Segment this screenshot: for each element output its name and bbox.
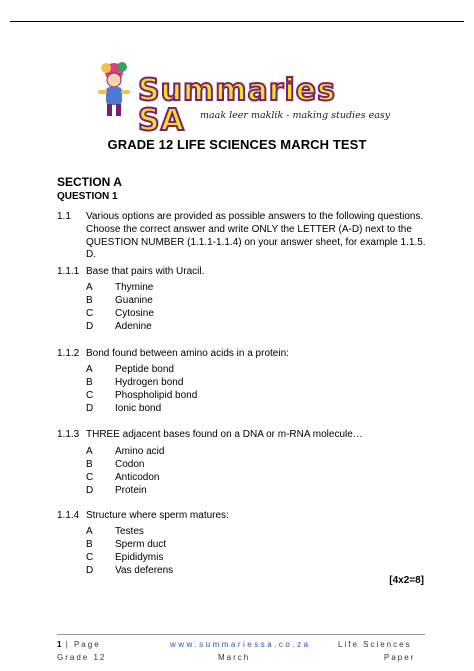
option-text: Guanine bbox=[115, 295, 153, 306]
option-text: Vas deferens bbox=[115, 565, 174, 576]
question-number: 1.1.4 bbox=[57, 510, 80, 521]
option-letter: D bbox=[86, 403, 94, 414]
question-stem: Base that pairs with Uracil. bbox=[86, 266, 205, 277]
option-text: Hydrogen bond bbox=[115, 377, 184, 388]
option-letter: C bbox=[86, 390, 94, 401]
option-letter: D bbox=[86, 565, 94, 576]
page-number: 1 bbox=[57, 640, 62, 649]
option-letter: B bbox=[86, 539, 93, 550]
question-stem: Structure where sperm matures: bbox=[86, 510, 229, 521]
option-letter: B bbox=[86, 459, 93, 470]
option-letter: A bbox=[86, 526, 93, 537]
option-text: Amino acid bbox=[115, 446, 165, 457]
intro-line-2: Choose the correct answer and write ONLY the LETTER (A-D) next to the bbox=[86, 224, 412, 235]
question-number: 1.1.3 bbox=[57, 429, 80, 440]
footer-grade: Grade 12 bbox=[57, 653, 107, 662]
option-letter: C bbox=[86, 308, 94, 319]
brand-wordmark: Summaries SA bbox=[138, 73, 337, 138]
option-text: Phospholipid bond bbox=[115, 390, 198, 401]
question-stem: Bond found between amino acids in a protein: bbox=[86, 348, 289, 359]
mascot-icon bbox=[92, 60, 142, 120]
footer-subject: Life Sciences bbox=[338, 640, 412, 649]
option-letter: C bbox=[86, 552, 94, 563]
option-text: Anticodon bbox=[115, 472, 160, 483]
option-text: Peptide bond bbox=[115, 364, 174, 375]
question-number: 1.1.2 bbox=[57, 348, 80, 359]
intro-line-3: QUESTION NUMBER (1.1.1-1.1.4) on your answer sheet, for example 1.1.5. D. bbox=[86, 237, 426, 260]
option-letter: B bbox=[86, 377, 93, 388]
footer-paper: Paper bbox=[384, 653, 416, 662]
top-rule bbox=[10, 21, 464, 22]
footer-rule bbox=[57, 634, 425, 635]
website-link[interactable]: www.summariessa.co.za bbox=[170, 640, 311, 649]
option-letter: A bbox=[86, 364, 93, 375]
question-stem: THREE adjacent bases found on a DNA or m-RNA molecule… bbox=[86, 429, 363, 440]
page-title: GRADE 12 LIFE SCIENCES MARCH TEST bbox=[107, 137, 367, 152]
brand-tagline: maak leer maklik - making studies easy bbox=[200, 110, 391, 121]
page-label: | Page bbox=[65, 640, 101, 649]
option-letter: C bbox=[86, 472, 94, 483]
option-text: Codon bbox=[115, 459, 145, 470]
option-text: Sperm duct bbox=[115, 539, 167, 550]
option-letter: D bbox=[86, 321, 94, 332]
question-number: 1.1.1 bbox=[57, 266, 80, 277]
option-letter: B bbox=[86, 295, 93, 306]
marks-allocation: [4x2=8] bbox=[389, 575, 424, 586]
footer-session: March bbox=[218, 653, 251, 662]
option-text: Ionic bond bbox=[115, 403, 162, 414]
option-text: Protein bbox=[115, 485, 147, 496]
footer-page bbox=[57, 640, 101, 649]
option-text: Testes bbox=[115, 526, 144, 537]
summaries-sa-logo bbox=[92, 60, 391, 138]
option-text: Cytosine bbox=[115, 308, 154, 319]
intro-number: 1.1 bbox=[57, 211, 71, 222]
option-letter: D bbox=[86, 485, 94, 496]
option-text: Epididymis bbox=[115, 552, 164, 563]
option-letter: A bbox=[86, 282, 93, 293]
option-text: Thymine bbox=[115, 282, 154, 293]
section-heading: SECTION A bbox=[57, 175, 122, 189]
question-heading: QUESTION 1 bbox=[57, 191, 118, 202]
option-letter: A bbox=[86, 446, 93, 457]
intro-line-1: Various options are provided as possible answers to the following questions. bbox=[86, 211, 424, 222]
option-text: Adenine bbox=[115, 321, 152, 332]
